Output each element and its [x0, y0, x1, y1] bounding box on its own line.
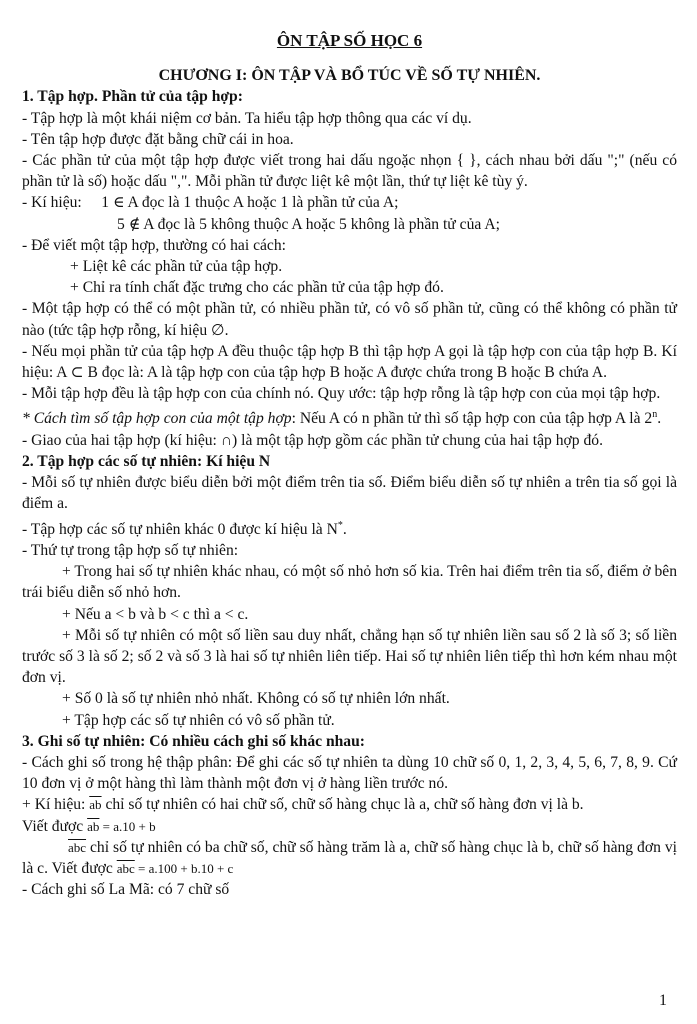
text: chỉ số tự nhiên có hai chữ số, chữ số hàng chục là a, chữ số hàng đơn vị là b. [101, 796, 584, 814]
overline-number: $\overline{ab}$ [87, 818, 100, 834]
list-item: + Chỉ ra tính chất đặc trưng cho các phần tử của tập hợp đó. [70, 279, 444, 297]
italic-text: * Cách tìm số tập hợp con của một tập hợp [22, 410, 292, 428]
paragraph: + Mỗi số tự nhiên có một số liền sau duy nhất, chẳng hạn số tự nhiên liền sau số 2 là số 3; số liền trước số 3 là số 2; số 2 và số 3 là hai số tự nhiên liên tiếp. Hai số tự nhiên liên tiếp thì hơn kém nhau một đơn vị. [22, 626, 677, 687]
page-number: 1 [659, 992, 667, 1009]
paragraph: - Cách ghi số trong hệ thập phân: Để ghi các số tự nhiên ta dùng 10 chữ số 0, 1, 2, 3, 4, 5, 6, 7, 8, 9. Cứ 10 đơn vị ở một hàng thì làm thành một đơn vị ở hàng liền trước nó. [22, 754, 677, 793]
formula: = a.10 + b [99, 818, 156, 834]
text: - Tập hợp các số tự nhiên khác 0 được kí hiệu là N [22, 520, 338, 538]
paragraph [22, 515, 677, 540]
text: chỉ số tự nhiên có ba chữ số, chữ số hàng trăm là a, chữ số hàng chục là b, chữ số hàng đơn vị là c. Viết được [22, 838, 677, 878]
text: : Nếu A có n phần tử thì số tập hợp con của tập hợp A là 2 [291, 410, 653, 428]
list-item: + Nếu a < b và b < c thì a < c. [62, 605, 249, 623]
paragraph [22, 837, 677, 879]
paragraph [22, 816, 677, 837]
list-item: + Liệt kê các phần tử của tập hợp. [70, 258, 283, 276]
overline-number: $\overline{ab}$ [89, 797, 102, 813]
list-item: + Tập hợp các số tự nhiên có vô số phần tử. [62, 711, 335, 729]
text: + Kí hiệu: [22, 796, 90, 814]
overline-number: $\overline{abc}$ [68, 839, 87, 855]
superscript: n [652, 409, 658, 421]
paragraph: - Tập hợp là một khái niệm cơ bản. Ta hiểu tập hợp thông qua các ví dụ. [22, 109, 472, 127]
paragraph [22, 794, 677, 815]
paragraph [22, 404, 677, 429]
paragraph: - Cách ghi số La Mã: có 7 chữ số [22, 881, 230, 899]
formula: = a.100 + b.10 + c [134, 861, 234, 877]
paragraph: - Thứ tự trong tập hợp số tự nhiên: [22, 542, 239, 560]
paragraph: 5 ∉ A đọc là 5 không thuộc A hoặc 5 không là phần tử của A; [117, 215, 500, 233]
overline-number: $\overline{abc}$ [116, 861, 135, 877]
list-item: + Số 0 là số tự nhiên nhỏ nhất. Không có số tự nhiên lớn nhất. [62, 690, 450, 708]
section-2-heading: 2. Tập hợp các số tự nhiên: Kí hiệu N [22, 453, 271, 471]
text: Viết được [22, 817, 88, 835]
paragraph: - Mỗi tập hợp đều là tập hợp con của chính nó. Quy ước: tập hợp rỗng là tập hợp con của mọi tập hợp. [22, 385, 661, 403]
section-3-heading: 3. Ghi số tự nhiên: Có nhiều cách ghi số khác nhau: [22, 732, 365, 750]
paragraph: - Kí hiệu: 1 ∈ A đọc là 1 thuộc A hoặc 1 là phần tử của A; [22, 194, 399, 212]
text: . [342, 520, 347, 538]
paragraph: - Giao của hai tập hợp (kí hiệu: ∩) là một tập hợp gồm các phần tử chung của hai tập hợp đó. [22, 431, 603, 449]
superscript: * [337, 519, 343, 531]
paragraph: - Một tập hợp có thể có một phần tử, có nhiều phần tử, có vô số phần tử, cũng có thể không có phần tử nào (tức tập hợp rỗng, kí hiệu ∅. [22, 300, 677, 339]
paragraph: - Các phần tử của một tập hợp được viết trong hai dấu ngoặc nhọn { }, cách nhau bởi dấu ";" (nếu có phần tử là số) hoặc dấu ",". Mỗi phần tử được liệt kê một lần, thứ tự liệt kê tùy ý. [22, 152, 677, 191]
document-page [22, 14, 677, 901]
paragraph: - Để viết một tập hợp, thường có hai cách: [22, 236, 286, 254]
paragraph: - Tên tập hợp được đặt bằng chữ cái in hoa. [22, 130, 294, 148]
paragraph: + Trong hai số tự nhiên khác nhau, có một số nhỏ hơn số kia. Trên hai điểm trên tia số, điểm ở bên trái biểu diễn số nhỏ hơn. [22, 563, 677, 602]
text: . [657, 410, 662, 428]
paragraph: - Nếu mọi phần tử của tập hợp A đều thuộc tập hợp B thì tập hợp A gọi là tập hợp con của tập hợp B. Kí hiệu: A ⊂ B đọc là: A là tập hợp con của tập hợp B hoặc A được chứa trong B hoặc B chứa A. [22, 342, 677, 382]
page-title: ÔN TẬP SỐ HỌC 6 [276, 31, 423, 50]
paragraph: - Mỗi số tự nhiên được biểu diễn bởi một điểm trên tia số. Điểm biểu diễn số tự nhiên a trên tia số gọi là điểm a. [22, 474, 677, 513]
section-1-heading: 1. Tập hợp. Phần tử của tập hợp: [22, 88, 243, 106]
chapter-heading: CHƯƠNG I: ÔN TẬP VÀ BỔ TÚC VỀ SỐ TỰ NHIÊN. [158, 67, 541, 85]
